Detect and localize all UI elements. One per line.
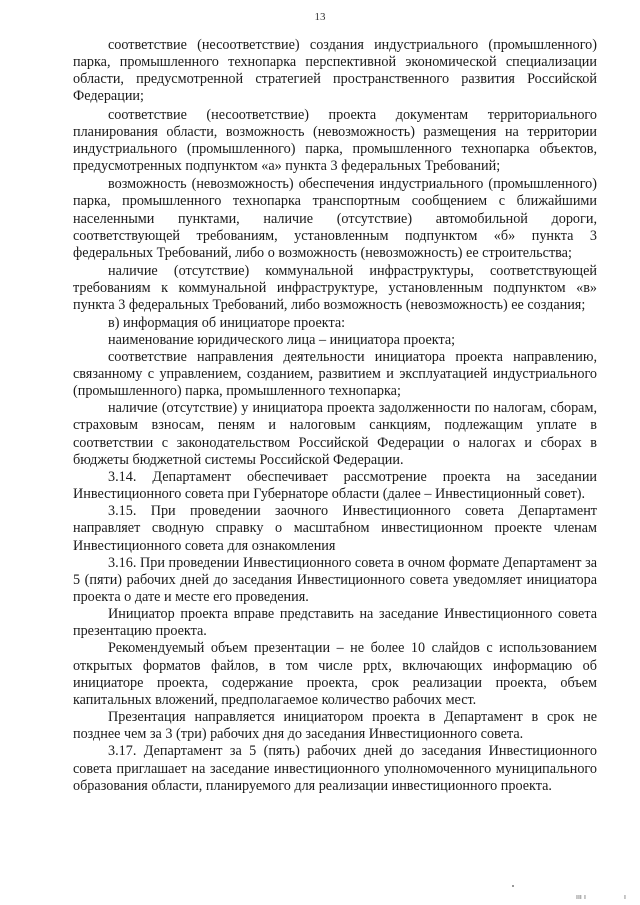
paragraph: в) информация об инициаторе проекта:: [108, 314, 346, 331]
paragraph: возможность (невозможность) обеспечения индустриального (промышленного) парка, промышленного технопарка транспортным сообщением с ближайшими населенными пунктами, наличие (отсутствие) автомобильной дороги, соответствующей требованиям, установленным подпунктом «б» пункта 3 федеральных Требований, либо о возможность (невозможность) ее строительства;: [73, 176, 597, 261]
paragraph: Инициатор проекта вправе представить на заседание Инвестиционного совета презентацию проекта.: [73, 606, 597, 640]
footer-mark: ııı ı: [576, 893, 587, 901]
paragraph: соответствие (несоответствие) проекта документам территориального планирования области, возможность (невозможность) размещения на территории индустриального (промышленного) парка, промышленного технопарка объектов, предусмотренных подпунктом «а» пункта 3 федеральных Требований;: [73, 106, 597, 175]
paragraph: 3.16. При проведении Инвестиционного совета в очном формате Департамент за 5 (пяти) рабочих дней до заседания Инвестиционного совета уведомляет инициатора проекта о дате и месте его проведения.: [73, 554, 597, 605]
paragraph: соответствие (несоответствие) создания индустриального (промышленного) парка, промышленного технопарка перспективной экономической специализации области, предусмотренной стратегией пространственного развития Российской Федерации;: [73, 37, 597, 105]
paragraph: Презентация направляется инициатором проекта в Департамент в срок не позднее чем за 3 (три) рабочих дня до заседания Инвестиционного совета.: [73, 709, 597, 743]
page-number: 13: [314, 11, 326, 23]
paragraph: 3.14. Департамент обеспечивает рассмотрение проекта на заседании Инвестиционного совета при Губернаторе области (далее – Инвестиционный совет).: [73, 468, 597, 503]
paragraph: 3.15. При проведении заочного Инвестиционного совета Департамент направляет сводную справку о масштабном инвестиционном проекте членам Инвестиционного совета для ознакомления: [73, 503, 597, 554]
paragraph: наименование юридического лица – инициатора проекта;: [108, 331, 456, 348]
paragraph: наличие (отсутствие) у инициатора проекта задолженности по налогам, сборам, страховым взносам, пеням и налоговым санкциям, подлежащим уплате в соответствии с законодательством Российской Федерации о налогах и сборах в бюджеты бюджетной системы Российской Федерации.: [73, 400, 597, 468]
paragraph: соответствие направления деятельности инициатора проекта направлению, связанному с управлением, созданием, развитием и эксплуатацией индустриального (промышленного) парка, промышленного технопарка;: [73, 348, 597, 400]
document-body: [73, 37, 597, 795]
paragraph: наличие (отсутствие) коммунальной инфраструктуры, соответствующей требованиям к коммунальной инфраструктуре, установленным подпунктом «в» пункта 3 федеральных Требований, либо возможность (невозможность) ее создания;: [73, 263, 597, 314]
scan-artifact: [512, 885, 514, 887]
paragraph: 3.17. Департамент за 5 (пять) рабочих дней до заседания Инвестиционного совета приглашает на заседание инвестиционного уполномоченного муниципального образования области, планируемого для реализации инвестиционного проекта.: [73, 743, 597, 794]
footer-mark: ı: [624, 893, 626, 901]
paragraph: Рекомендуемый объем презентации – не более 10 слайдов с использованием открытых форматов файлов, в том числе pptx, включающих информацию об инициаторе проекта, содержание проекта, срок реализации проекта, объем капитальных вложений, предполагаемое количество рабочих мест.: [73, 640, 597, 708]
